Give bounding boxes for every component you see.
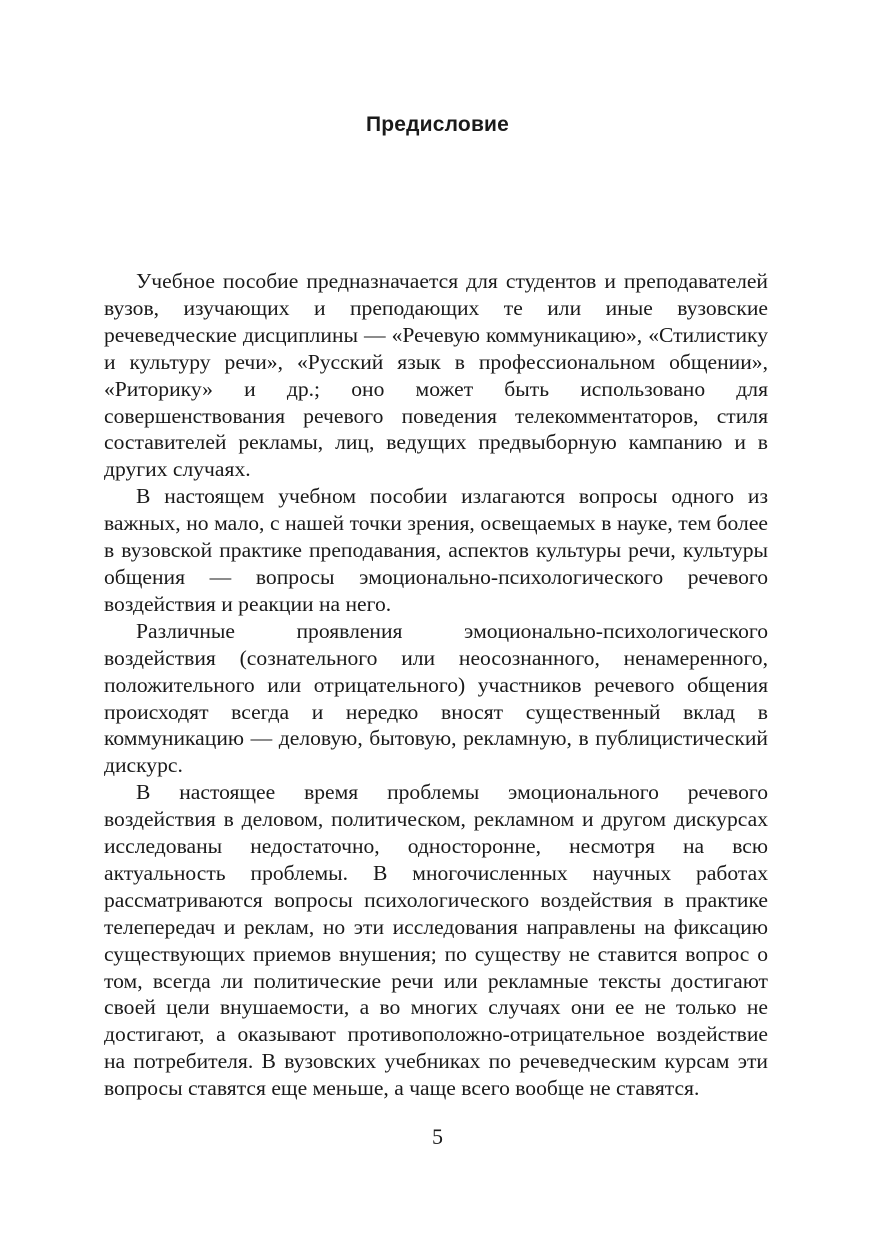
- paragraph: В настоящее время проблемы эмоционального речевого воздействия в деловом, политическом, рекламном и другом дискурсах исследованы недостаточно, односторонне, несмотря на всю актуальность проблемы. В многочисленных научных работах рассматриваются вопросы психологического воздействия в практике телепередач и реклам, но эти исследования направлены на фиксацию существующих приемов внушения; по существу не ставится вопрос о том, всегда ли политические речи или рекламные тексты достигают своей цели внушаемости, а во многих случаях они ее не только не достигают, а оказывают противоположно-отрицательное воздействие на потребителя. В вузовских учебниках по речеведческим курсам эти вопросы ставятся еще меньше, а чаще всего вообще не ставятся.: [104, 780, 768, 1101]
- paragraph: Различные проявления эмоционально-психологического воздействия (сознательного или неосознанного, ненамеренного, положительного или отрицательного) участников речевого общения происходят всегда и нередко вносят существенный вклад в коммуникацию — деловую, бытовую, рекламную, в публицистический дискурс.: [104, 618, 768, 778]
- body-text: [104, 268, 768, 1102]
- page-number: 5: [432, 1124, 443, 1149]
- page-title: Предисловие: [365, 113, 510, 136]
- paragraph: В настоящем учебном пособии излагаются вопросы одного из важных, но мало, с нашей точки зрения, освещаемых в науке, тем более в вузовской практике преподавания, аспектов культуры речи, культуры общения — вопросы эмоционально-психологического речевого воздействия и реакции на него.: [104, 484, 768, 616]
- paragraph: Учебное пособие предназначается для студентов и преподавателей вузов, изучающих и преподающих те или иные вузовские речеведческие дисциплины — «Речевую коммуникацию», «Стилистику и культуру речи», «Русский язык в профессиональном общении», «Риторику» и др.; оно может быть использовано для совершенствования речевого поведения телекомментаторов, стиля составителей рекламы, лиц, ведущих предвыборную кампанию и в других случаях.: [104, 269, 768, 482]
